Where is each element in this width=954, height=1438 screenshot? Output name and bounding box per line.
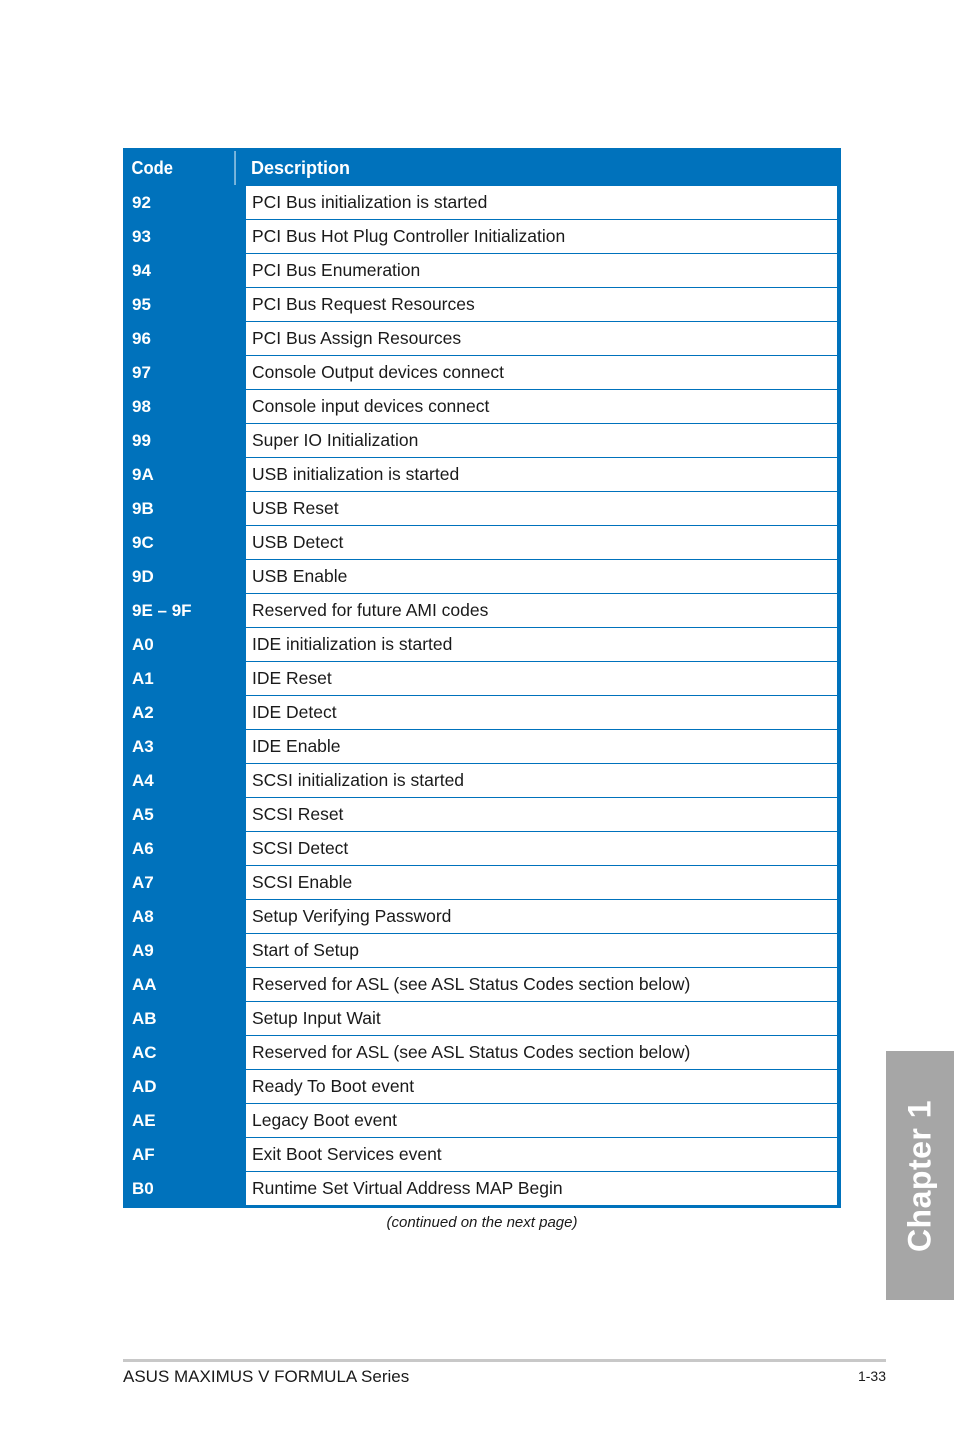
row-description: Reserved for ASL (see ASL Status Codes section below) (246, 968, 837, 1001)
row-description: USB Reset (246, 492, 837, 525)
row-code: 93 (132, 227, 151, 246)
header-code: Code (126, 151, 235, 185)
table-row (126, 457, 837, 491)
table-row (126, 185, 837, 219)
row-code: A2 (132, 703, 154, 722)
row-code: 94 (132, 261, 151, 280)
header-description: Description (251, 158, 351, 178)
row-description: IDE Reset (246, 662, 837, 695)
table-row (126, 321, 837, 355)
row-code: A5 (132, 805, 154, 824)
row-description: IDE Detect (246, 696, 837, 729)
row-description: Reserved for ASL (see ASL Status Codes section below) (246, 1036, 837, 1069)
table-row (126, 831, 837, 865)
row-description: Start of Setup (246, 934, 837, 967)
row-code: 9B (132, 499, 154, 518)
table-row (126, 627, 837, 661)
row-description: Exit Boot Services event (246, 1138, 837, 1171)
table-row (126, 1001, 837, 1035)
table-row (126, 389, 837, 423)
table-row (126, 1103, 837, 1137)
table-row (126, 865, 837, 899)
row-description: Setup Verifying Password (246, 900, 837, 933)
row-code: 92 (132, 193, 151, 212)
row-description: Console input devices connect (246, 390, 837, 423)
row-code: AB (132, 1009, 157, 1028)
row-code: A3 (132, 737, 154, 756)
row-description: Runtime Set Virtual Address MAP Begin (246, 1172, 837, 1205)
row-code: 9D (132, 567, 154, 586)
table-row (126, 593, 837, 627)
row-code: 9C (132, 533, 154, 552)
row-description: Setup Input Wait (246, 1002, 837, 1035)
table-row (126, 253, 837, 287)
chapter-label: Chapter 1 (901, 1099, 938, 1252)
footer-divider (123, 1359, 886, 1362)
row-code: 9A (132, 465, 154, 484)
row-code: A7 (132, 873, 154, 892)
row-code: 95 (132, 295, 151, 314)
footer-product-name: ASUS MAXIMUS V FORMULA Series (123, 1367, 410, 1386)
continued-note: (continued on the next page) (386, 1214, 578, 1231)
row-code: 99 (132, 431, 151, 450)
row-code: AF (132, 1145, 155, 1164)
table-row (126, 763, 837, 797)
footer-page-number: 1-33 (857, 1368, 886, 1384)
row-description: PCI Bus Hot Plug Controller Initialization (246, 220, 837, 253)
row-description: IDE Enable (246, 730, 837, 763)
table-body (126, 185, 837, 1205)
table-row (126, 797, 837, 831)
row-code: B0 (132, 1179, 154, 1198)
post-code-table (123, 148, 841, 1208)
row-code: AC (132, 1043, 157, 1062)
row-description: SCSI Detect (246, 832, 837, 865)
row-description: Reserved for future AMI codes (246, 594, 837, 627)
row-description: PCI Bus Request Resources (246, 288, 837, 321)
table-row (126, 491, 837, 525)
row-code: A9 (132, 941, 154, 960)
table-row (126, 287, 837, 321)
table-row (126, 1035, 837, 1069)
table-row (126, 355, 837, 389)
row-description: SCSI Enable (246, 866, 837, 899)
row-description: IDE initialization is started (246, 628, 837, 661)
table-row (126, 525, 837, 559)
row-code: 9E – 9F (132, 601, 192, 620)
row-description: SCSI initialization is started (246, 764, 837, 797)
row-code: A8 (132, 907, 154, 926)
table-row (126, 1137, 837, 1171)
table-row (126, 423, 837, 457)
row-description: Ready To Boot event (246, 1070, 837, 1103)
table-header (126, 151, 837, 185)
row-description: PCI Bus Enumeration (246, 254, 837, 287)
table-row (126, 219, 837, 253)
row-code: AD (132, 1077, 157, 1096)
table-row (126, 661, 837, 695)
row-description: Legacy Boot event (246, 1104, 837, 1137)
table-row (126, 899, 837, 933)
row-code: A4 (132, 771, 154, 790)
table-row (126, 933, 837, 967)
row-code: 98 (132, 397, 151, 416)
table-row (126, 1171, 837, 1205)
table-row (126, 967, 837, 1001)
row-description: PCI Bus Assign Resources (246, 322, 837, 355)
chapter-tab (886, 1051, 954, 1300)
row-code: 97 (132, 363, 151, 382)
row-description: USB initialization is started (246, 458, 837, 491)
table-row (126, 729, 837, 763)
row-description: PCI Bus initialization is started (246, 186, 837, 219)
row-code: AE (132, 1111, 156, 1130)
table-row (126, 1069, 837, 1103)
row-description: USB Detect (246, 526, 837, 559)
row-code: A1 (132, 669, 154, 688)
table-row (126, 559, 837, 593)
row-code: A6 (132, 839, 154, 858)
row-description: Console Output devices connect (246, 356, 837, 389)
row-code: 96 (132, 329, 151, 348)
row-description: USB Enable (246, 560, 837, 593)
row-description: Super IO Initialization (246, 424, 837, 457)
row-code: A0 (132, 635, 154, 654)
row-code: AA (132, 975, 157, 994)
row-description: SCSI Reset (246, 798, 837, 831)
table-row (126, 695, 837, 729)
